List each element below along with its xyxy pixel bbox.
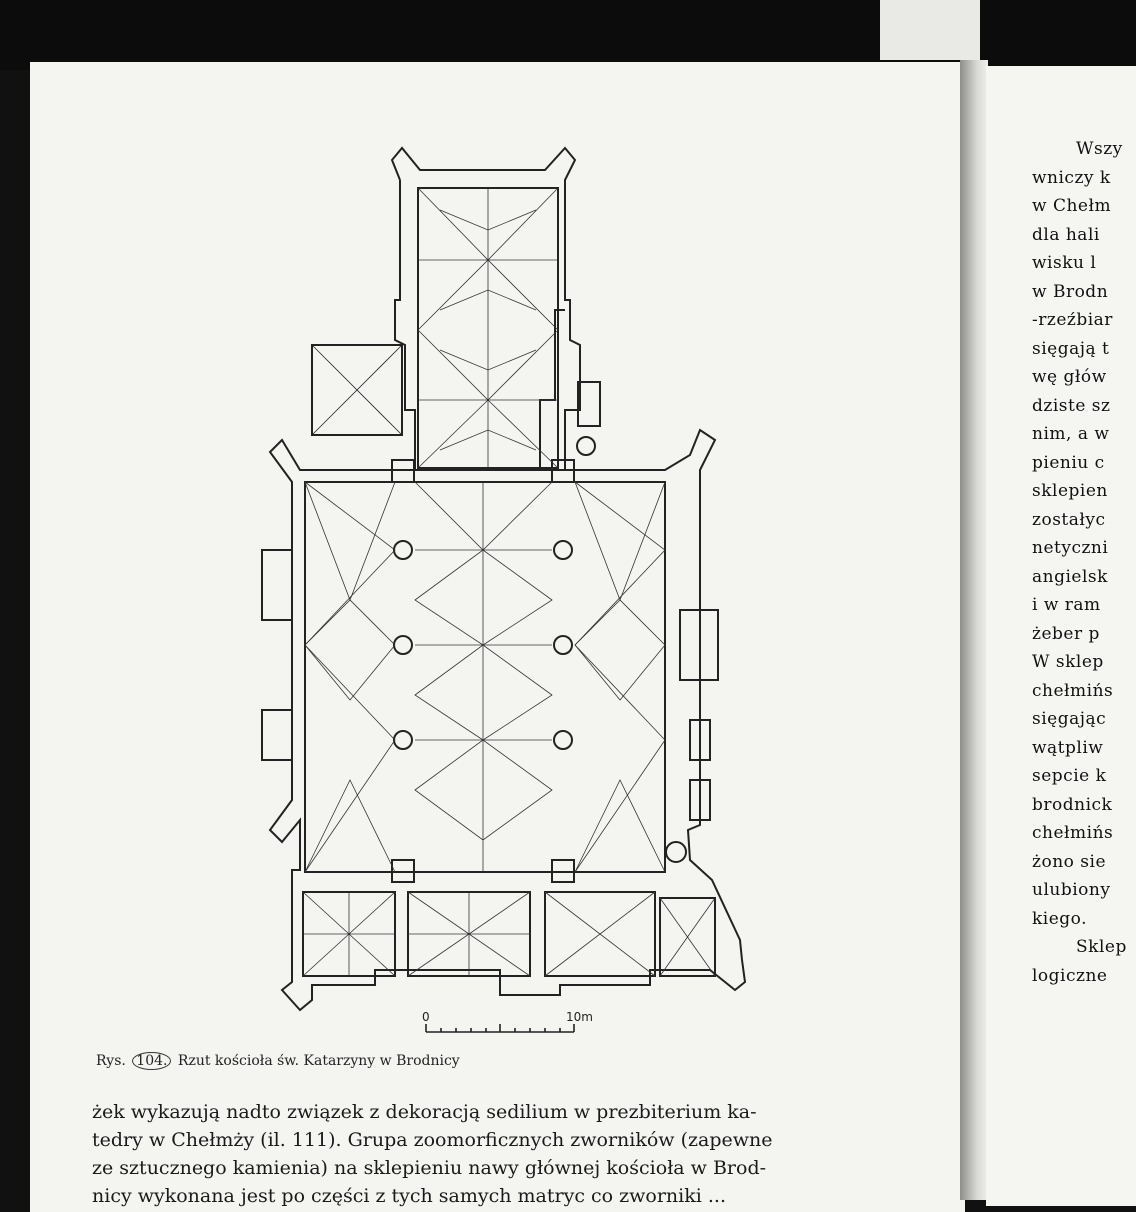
right-line: angielsk — [1032, 566, 1108, 587]
right-line: Wszy — [1076, 139, 1123, 159]
right-line: w Chełm — [1032, 196, 1112, 216]
scale-bar — [426, 1024, 574, 1032]
right-line: wisku l — [1032, 253, 1097, 273]
figure-caption — [96, 1052, 460, 1070]
body-line: żek wykazują nadto związek z dekoracją sedilium w prezbiterium ka- — [92, 1101, 757, 1123]
caption-number: 104. — [132, 1052, 171, 1070]
right-line: chełmińs — [1032, 680, 1114, 701]
right-line: chełmińs — [1032, 823, 1114, 843]
right-line: -rzeźbiar — [1032, 310, 1113, 330]
right-line: ulubiony — [1032, 880, 1111, 900]
right-line: brodnick — [1032, 794, 1113, 815]
right-line: wę głów — [1032, 367, 1107, 387]
right-line: nim, a w — [1032, 424, 1110, 444]
right-line: kiego. — [1032, 908, 1088, 929]
scale-zero: 0 — [422, 1010, 430, 1024]
right-line: żeber p — [1032, 623, 1100, 644]
right-line: w Brodn — [1032, 281, 1109, 302]
caption-prefix: Rys. — [96, 1053, 126, 1069]
scale-end: 10m — [566, 1010, 593, 1024]
body-line: ze sztucznego kamienia) na sklepieniu nawy głównej kościoła w Brod- — [92, 1157, 767, 1179]
right-line: netyczni — [1032, 538, 1109, 558]
right-column-text — [1032, 135, 1127, 990]
right-line: Sklep — [1076, 937, 1127, 957]
right-line: logiczne — [1032, 965, 1108, 986]
right-line: dziste sz — [1032, 395, 1111, 416]
right-line: wątpliw — [1032, 737, 1104, 758]
right-line: żono sie — [1032, 851, 1107, 872]
right-line: pieniu c — [1032, 452, 1105, 473]
nave-hall — [305, 482, 665, 872]
right-line: sepcie k — [1032, 766, 1107, 786]
caption-text: Rzut kościoła św. Katarzyny w Brodnicy — [177, 1053, 460, 1069]
right-line: sięgając — [1032, 709, 1107, 729]
right-line: zostałyc — [1032, 509, 1106, 530]
right-line: wniczy k — [1032, 167, 1111, 188]
right-line: sięgają t — [1032, 338, 1110, 359]
body-line: nicy wykonana jest po części z tych samych matryc co zworniki ... — [92, 1185, 726, 1207]
body-text — [92, 1098, 872, 1210]
right-line: i w ram — [1032, 595, 1101, 615]
body-line: tedry w Chełmży (il. 111). Grupa zoomorficznych zworników (zapewne — [92, 1129, 773, 1151]
right-line: sklepien — [1032, 481, 1108, 501]
right-line: W sklep — [1032, 652, 1104, 672]
right-line: dla hali — [1032, 224, 1100, 245]
